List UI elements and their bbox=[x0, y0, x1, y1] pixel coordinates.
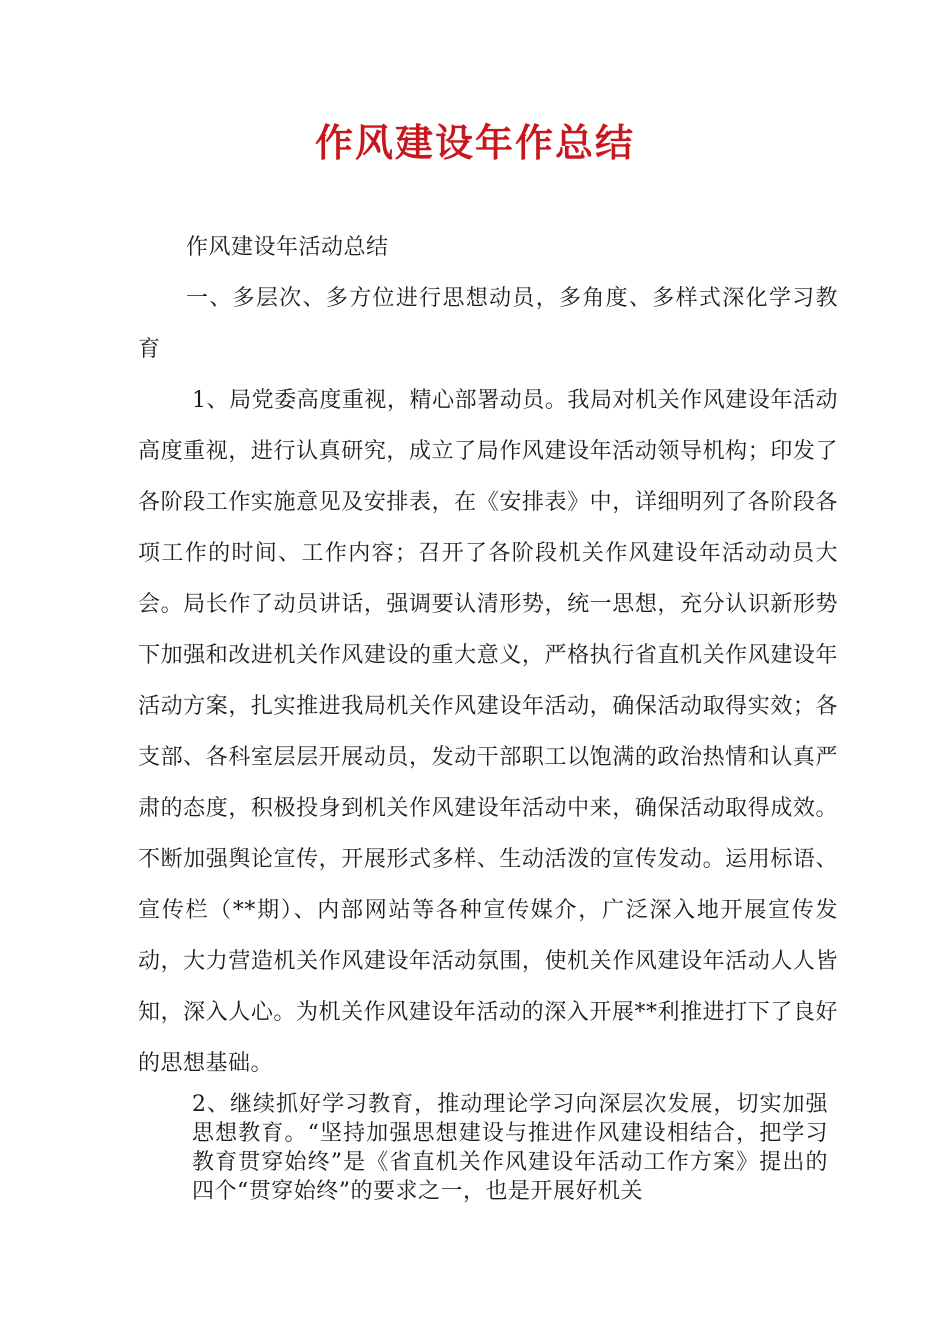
document-body bbox=[138, 222, 838, 1089]
section-heading-1: 一、多层次、多方位进行思想动员，多角度、多样式深化学习教育 bbox=[138, 286, 838, 362]
document-subtitle: 作风建设年活动总结 bbox=[186, 235, 389, 260]
paragraph-1: 1、局党委高度重视，精心部署动员。我局对机关作风建设年活动高度重视，进行认真研究，成立了局作风建设年活动领导机构；印发了各阶段工作实施意见及安排表，在《安排表》中，详细明列了各阶段各项工作的时间、工作内容；召开了各阶段机关作风建设年活动动员大会。局长作了动员讲话，强调要认清形势，统一思想，充分认识新形势下加强和改进机关作风建设的重大意义，严格执行省直机关作风建设年活动方案，扎实推进我局机关作风建设年活动，确保活动取得实效；各支部、各科室层层开展动员，发动干部职工以饱满的政治热情和认真严肃的态度，积极投身到机关作风建设年活动中来，确保活动取得成效。不断加强舆论宣传，开展形式多样、生动活泼的宣传发动。运用标语、宣传栏（**期）、内部网站等各种宣传媒介，广泛深入地开展宣传发动，大力营造机关作风建设年活动氛围，使机关作风建设年活动人人皆知，深入人心。为机关作风建设年活动的深入开展**利推进打下了良好的思想基础。 bbox=[138, 388, 838, 1076]
paragraph-2: 2、继续抓好学习教育，推动理论学习向深层次发展，切实加强思想教育。“坚持加强思想建设与推进作风建设相结合，把学习教育贯穿始终”是《省直机关作风建设年活动工作方案》提出的四个“贯穿始终”的要求之一，也是开展好机关 bbox=[192, 1092, 828, 1204]
document-title: 作风建设年作总结 bbox=[314, 121, 635, 165]
